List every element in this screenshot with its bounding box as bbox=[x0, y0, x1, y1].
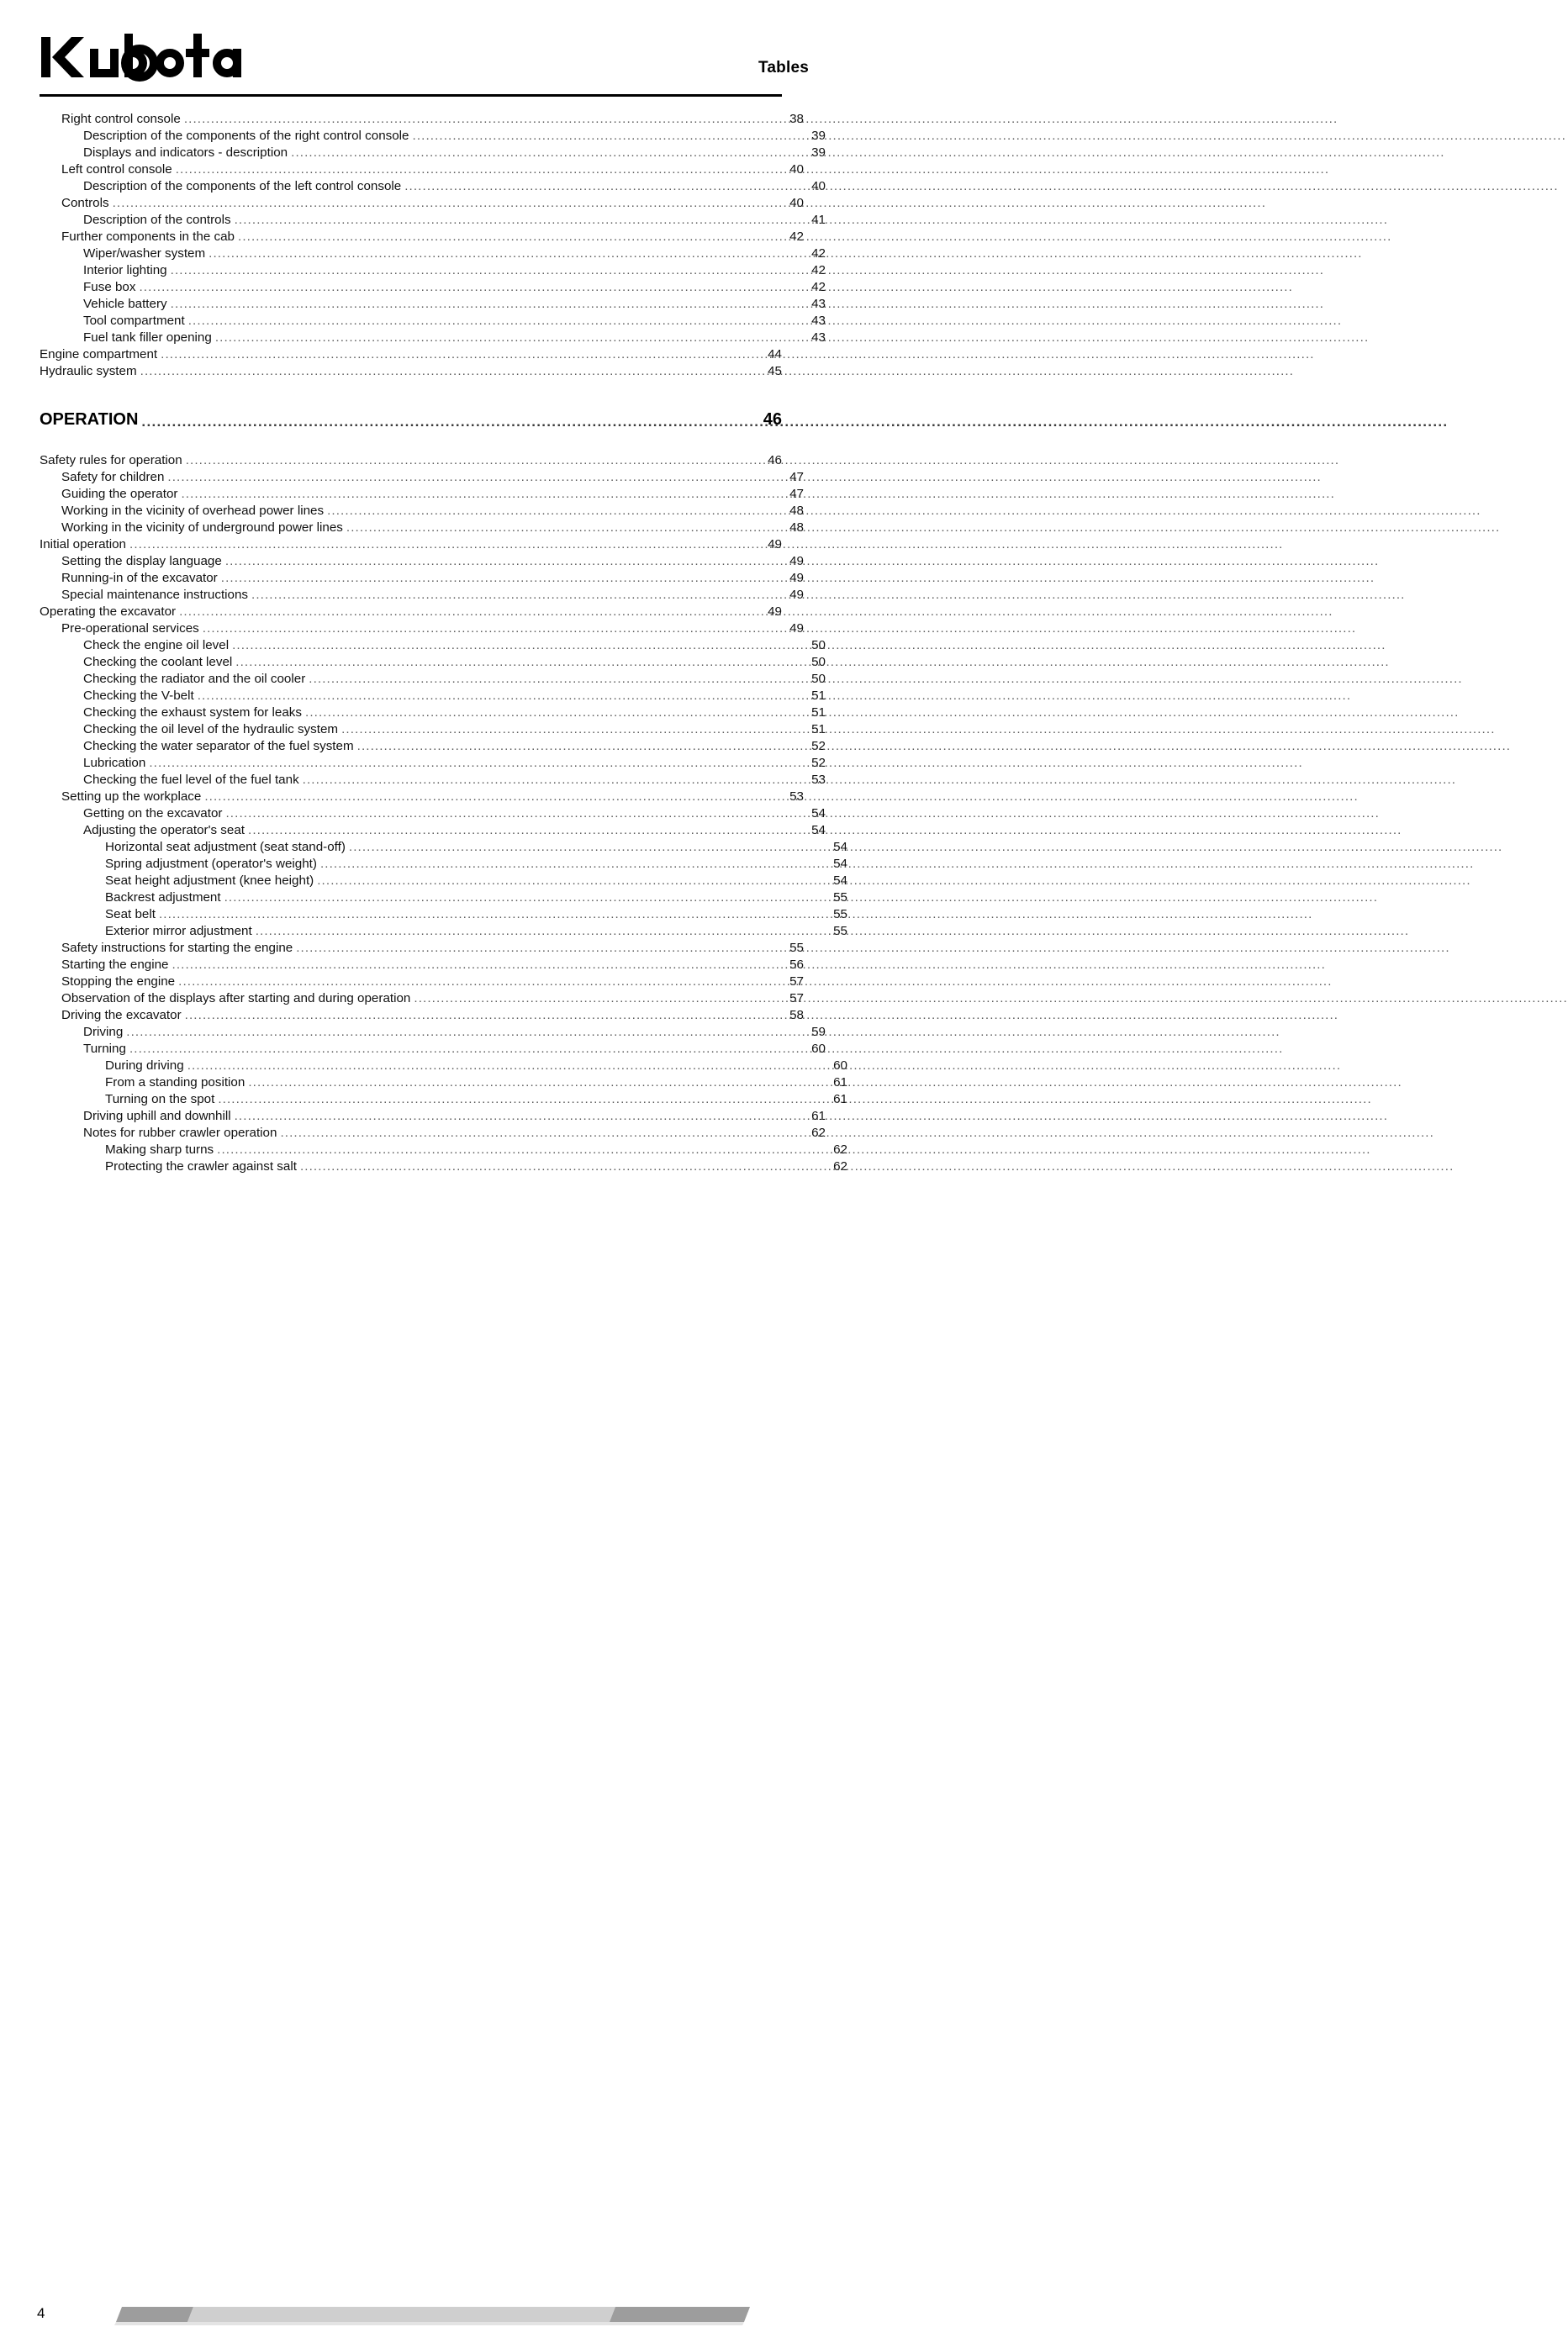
toc-dot-leader bbox=[305, 704, 804, 721]
toc-entry-label: Setting the display language bbox=[61, 554, 222, 568]
toc-entry-label: Exterior mirror adjustment bbox=[105, 924, 252, 938]
toc-entry-label: Seat belt bbox=[105, 907, 156, 921]
toc-dot-leader bbox=[346, 520, 782, 536]
toc-entry-label: Engine compartment bbox=[40, 347, 158, 361]
toc-entry-page-number: 42 bbox=[811, 280, 826, 294]
toc-entry-label: Wiper/washer system bbox=[83, 246, 206, 261]
toc-entry-page-number: 52 bbox=[811, 756, 826, 770]
toc-entry[interactable] bbox=[40, 128, 826, 145]
toc-entry[interactable] bbox=[40, 923, 847, 940]
toc-entry[interactable] bbox=[40, 805, 826, 822]
toc-entry-page-number: 39 bbox=[811, 129, 826, 143]
toc-entry-label: Checking the coolant level bbox=[83, 655, 233, 669]
toc-entry-label: Fuel tank filler opening bbox=[83, 330, 212, 345]
toc-entry[interactable] bbox=[40, 957, 804, 974]
toc-entry-label: From a standing position bbox=[105, 1075, 245, 1090]
toc-entry[interactable] bbox=[40, 1041, 826, 1058]
toc-dot-leader bbox=[113, 195, 782, 212]
toc-entry[interactable] bbox=[40, 363, 782, 380]
toc-dot-leader bbox=[176, 161, 782, 178]
toc-entry[interactable] bbox=[40, 1125, 826, 1142]
header-title: Tables bbox=[758, 59, 809, 77]
toc-dot-leader bbox=[149, 755, 804, 772]
toc-entry-page-number: 61 bbox=[833, 1075, 847, 1090]
toc-dot-leader bbox=[309, 671, 804, 688]
toc-dot-leader bbox=[225, 553, 782, 570]
toc-entry-label: Driving uphill and downhill bbox=[83, 1109, 231, 1123]
toc-entry-page-number: 62 bbox=[811, 1126, 826, 1140]
toc-entry[interactable] bbox=[40, 873, 847, 889]
toc-entry[interactable] bbox=[40, 570, 804, 587]
toc-entry-page-number: 45 bbox=[768, 364, 782, 378]
toc-entry-label: Making sharp turns bbox=[105, 1142, 214, 1157]
toc-entry-label: Special maintenance instructions bbox=[61, 588, 249, 602]
toc-dot-leader bbox=[256, 923, 826, 940]
toc-entry-page-number: 56 bbox=[789, 958, 804, 972]
toc-spacer bbox=[40, 430, 782, 452]
toc-dot-leader bbox=[235, 212, 804, 229]
toc-entry[interactable] bbox=[40, 229, 804, 245]
toc-spacer bbox=[40, 380, 782, 409]
toc-entry[interactable] bbox=[40, 1007, 804, 1024]
toc-dot-leader bbox=[218, 1091, 826, 1108]
toc-entry[interactable] bbox=[40, 145, 826, 161]
toc-dot-leader bbox=[159, 906, 826, 923]
toc-dot-leader bbox=[129, 536, 760, 553]
toc-entry-page-number: 60 bbox=[833, 1058, 847, 1073]
toc-entry-page-number: 48 bbox=[789, 504, 804, 518]
toc-entry-page-number: 60 bbox=[811, 1042, 826, 1056]
toc-entry-label: Controls bbox=[61, 196, 109, 210]
toc-entry-label: Guiding the operator bbox=[61, 487, 178, 501]
toc-entry[interactable] bbox=[40, 346, 782, 363]
toc-entry-label: Turning on the spot bbox=[105, 1092, 215, 1106]
toc-entry[interactable] bbox=[40, 111, 804, 128]
toc-dot-leader bbox=[203, 620, 782, 637]
toc-dot-leader bbox=[341, 721, 804, 738]
toc-entry[interactable] bbox=[40, 1108, 826, 1125]
toc-dot-leader bbox=[139, 279, 804, 296]
toc-entry-page-number: 42 bbox=[811, 246, 826, 261]
toc-entry-label: Starting the engine bbox=[61, 958, 169, 972]
toc-entry-label: Turning bbox=[83, 1042, 126, 1056]
toc-entry-label: Tool compartment bbox=[83, 314, 185, 328]
toc-dot-leader bbox=[296, 940, 782, 957]
toc-entry-label: Right control console bbox=[61, 112, 181, 126]
toc-entry[interactable] bbox=[40, 1091, 847, 1108]
toc-entry[interactable] bbox=[40, 212, 826, 229]
toc-entry-label: Driving the excavator bbox=[61, 1008, 182, 1022]
toc-dot-leader bbox=[280, 1125, 804, 1142]
kubota-logo bbox=[40, 32, 250, 82]
page-number: 4 bbox=[37, 2305, 45, 2321]
footer-decorative-bar bbox=[109, 2302, 757, 2327]
toc-dot-leader bbox=[327, 503, 782, 520]
toc-entry[interactable] bbox=[40, 469, 804, 486]
toc-entry-label: Lubrication bbox=[83, 756, 146, 770]
toc-entry-page-number: 42 bbox=[811, 263, 826, 277]
toc-entry-page-number: 43 bbox=[811, 330, 826, 345]
toc-entry-label: Setting up the workplace bbox=[61, 789, 202, 804]
toc-entry-label: Displays and indicators - description bbox=[83, 145, 288, 160]
toc-entry-label: Description of the controls bbox=[83, 213, 231, 227]
toc-dot-leader bbox=[209, 245, 804, 262]
toc-entry-page-number: 40 bbox=[811, 179, 826, 193]
toc-entry[interactable] bbox=[40, 245, 826, 262]
toc-entry-label: During driving bbox=[105, 1058, 184, 1073]
toc-entry[interactable] bbox=[40, 587, 804, 604]
toc-entry[interactable] bbox=[40, 822, 826, 839]
toc-entry-page-number: 54 bbox=[811, 823, 826, 837]
toc-entry-page-number: 53 bbox=[811, 773, 826, 787]
toc-entry-label: Left control console bbox=[61, 162, 172, 177]
toc-entry-label: Observation of the displays after starting and during operation bbox=[61, 991, 411, 1005]
toc-entry[interactable] bbox=[40, 620, 804, 637]
toc-entry-label: OPERATION bbox=[40, 410, 139, 429]
toc-entry[interactable] bbox=[40, 330, 826, 346]
toc-entry[interactable] bbox=[40, 654, 826, 671]
toc-entry-page-number: 55 bbox=[833, 907, 847, 921]
toc-dot-leader bbox=[187, 1058, 826, 1074]
toc-dot-leader bbox=[238, 229, 782, 245]
toc-entry[interactable] bbox=[40, 161, 804, 178]
toc-dot-leader bbox=[320, 856, 826, 873]
toc-entry[interactable] bbox=[40, 906, 847, 923]
toc-entry[interactable] bbox=[40, 536, 782, 553]
page-header bbox=[0, 0, 861, 99]
toc-entry-page-number: 54 bbox=[833, 857, 847, 871]
toc-entry-page-number: 61 bbox=[811, 1109, 826, 1123]
toc-entry-label: Backrest adjustment bbox=[105, 890, 221, 905]
toc-entry-page-number: 51 bbox=[811, 689, 826, 703]
toc-entry[interactable] bbox=[40, 856, 847, 873]
toc-entry-page-number: 54 bbox=[811, 806, 826, 821]
toc-entry[interactable] bbox=[40, 279, 826, 296]
toc-entry-label: Safety instructions for starting the engine bbox=[61, 941, 293, 955]
toc-entry-label: Protecting the crawler against salt bbox=[105, 1159, 297, 1174]
toc-entry-label: Checking the fuel level of the fuel tank bbox=[83, 773, 299, 787]
toc-entry[interactable] bbox=[40, 296, 826, 313]
toc-entry-page-number: 44 bbox=[768, 347, 782, 361]
toc-entry-label: Seat height adjustment (knee height) bbox=[105, 873, 314, 888]
toc-entry[interactable] bbox=[40, 772, 826, 789]
toc-entry-page-number: 62 bbox=[833, 1142, 847, 1157]
toc-entry-page-number: 55 bbox=[833, 890, 847, 905]
toc-dot-leader bbox=[141, 409, 757, 430]
toc-entry-page-number: 43 bbox=[811, 314, 826, 328]
toc-dot-leader bbox=[215, 330, 804, 346]
toc-entry-page-number: 49 bbox=[768, 604, 782, 619]
toc-entry[interactable] bbox=[40, 1024, 826, 1041]
toc-dot-leader bbox=[224, 889, 826, 906]
toc-entry-label: Working in the vicinity of overhead power lines bbox=[61, 504, 325, 518]
toc-dot-leader bbox=[171, 262, 804, 279]
toc-entry-page-number: 49 bbox=[789, 554, 804, 568]
toc-entry-label: Checking the radiator and the oil cooler bbox=[83, 672, 306, 686]
toc-dot-leader bbox=[232, 637, 804, 654]
toc-entry-page-number: 55 bbox=[833, 924, 847, 938]
toc-entry[interactable] bbox=[40, 503, 804, 520]
toc-entry-page-number: 62 bbox=[833, 1159, 847, 1174]
toc-entry-page-number: 46 bbox=[763, 410, 782, 429]
toc-dot-leader bbox=[413, 128, 805, 145]
toc-dot-leader bbox=[167, 469, 782, 486]
toc-entry[interactable] bbox=[40, 1074, 847, 1091]
toc-dot-leader bbox=[357, 738, 804, 755]
toc-entry-page-number: 57 bbox=[789, 974, 804, 989]
toc-entry-page-number: 52 bbox=[811, 739, 826, 753]
toc-dot-leader bbox=[185, 1007, 782, 1024]
toc-entry-label: Description of the components of the right control console bbox=[83, 129, 409, 143]
toc-entry-page-number: 47 bbox=[789, 487, 804, 501]
toc-entry-label: Further components in the cab bbox=[61, 230, 235, 244]
toc-entry[interactable] bbox=[40, 704, 826, 721]
toc-entry-page-number: 50 bbox=[811, 638, 826, 652]
toc-entry-page-number: 58 bbox=[789, 1008, 804, 1022]
toc-entry-label: Getting on the excavator bbox=[83, 806, 223, 821]
toc-entry-page-number: 49 bbox=[789, 621, 804, 636]
toc-entry-page-number: 48 bbox=[789, 520, 804, 535]
toc-entry-page-number: 49 bbox=[789, 588, 804, 602]
toc-entry-label: Driving bbox=[83, 1025, 124, 1039]
toc-entry[interactable] bbox=[40, 604, 782, 620]
toc-entry[interactable] bbox=[40, 839, 847, 856]
toc-entry-page-number: 53 bbox=[789, 789, 804, 804]
toc-entry-label: Operating the excavator bbox=[40, 604, 177, 619]
toc-entry-page-number: 51 bbox=[811, 722, 826, 736]
toc-entry-label: Spring adjustment (operator's weight) bbox=[105, 857, 317, 871]
toc-dot-leader bbox=[303, 772, 804, 789]
toc-entry[interactable] bbox=[40, 262, 826, 279]
toc-entry[interactable] bbox=[40, 889, 847, 906]
toc-entry[interactable] bbox=[40, 738, 826, 755]
toc-entry[interactable] bbox=[40, 637, 826, 654]
toc-entry-label: Check the engine oil level bbox=[83, 638, 230, 652]
toc-entry-page-number: 40 bbox=[789, 196, 804, 210]
toc-entry-label: Adjusting the operator's seat bbox=[83, 823, 245, 837]
toc-dot-leader bbox=[184, 111, 782, 128]
toc-dot-leader bbox=[186, 452, 760, 469]
toc-entry-label: Checking the exhaust system for leaks bbox=[83, 705, 302, 720]
toc-dot-leader bbox=[204, 789, 782, 805]
toc-dot-leader bbox=[235, 1108, 804, 1125]
toc-entry-label: Working in the vicinity of underground power lines bbox=[61, 520, 343, 535]
toc-entry-label: Pre-operational services bbox=[61, 621, 199, 636]
toc-dot-leader bbox=[126, 1024, 804, 1041]
toc-entry-label: Stopping the engine bbox=[61, 974, 176, 989]
page-footer bbox=[0, 1142, 861, 2321]
toc-dot-leader bbox=[179, 604, 760, 620]
toc-entry[interactable] bbox=[40, 486, 804, 503]
toc-dot-leader bbox=[291, 145, 804, 161]
toc-entry-label: Interior lighting bbox=[83, 263, 167, 277]
toc-entry-page-number: 39 bbox=[811, 145, 826, 160]
toc-dot-leader bbox=[349, 839, 826, 856]
toc-entry-label: Initial operation bbox=[40, 537, 127, 551]
toc-dot-leader bbox=[140, 363, 760, 380]
toc-entry-page-number: 57 bbox=[789, 991, 804, 1005]
toc-entry[interactable] bbox=[40, 1058, 847, 1074]
toc-entry[interactable] bbox=[40, 520, 804, 536]
toc-entry-page-number: 59 bbox=[811, 1025, 826, 1039]
toc-entry-label: Hydraulic system bbox=[40, 364, 137, 378]
toc-entry-page-number: 61 bbox=[833, 1092, 847, 1106]
toc-dot-leader bbox=[161, 346, 760, 363]
toc-entry-page-number: 54 bbox=[833, 840, 847, 854]
toc-dot-leader bbox=[172, 957, 783, 974]
toc-entry[interactable] bbox=[40, 671, 826, 688]
toc-entry[interactable] bbox=[40, 990, 804, 1007]
toc-entry-page-number: 41 bbox=[811, 213, 826, 227]
toc-dot-leader bbox=[178, 974, 782, 990]
toc-dot-leader bbox=[251, 587, 782, 604]
toc-entry-label: Checking the oil level of the hydraulic system bbox=[83, 722, 339, 736]
toc-dot-leader bbox=[221, 570, 782, 587]
toc-entry-page-number: 43 bbox=[811, 297, 826, 311]
toc-section-heading[interactable] bbox=[40, 409, 782, 430]
toc-entry-page-number: 50 bbox=[811, 655, 826, 669]
toc-entry[interactable] bbox=[40, 789, 804, 805]
toc-entry[interactable] bbox=[40, 688, 826, 704]
toc-entry-label: Description of the components of the left control console bbox=[83, 179, 402, 193]
toc-entry-page-number: 40 bbox=[789, 162, 804, 177]
toc-entry-label: Safety for children bbox=[61, 470, 165, 484]
toc-entry-page-number: 51 bbox=[811, 705, 826, 720]
toc-entry[interactable] bbox=[40, 452, 782, 469]
toc-entry-page-number: 50 bbox=[811, 672, 826, 686]
toc-entry-label: Running-in of the excavator bbox=[61, 571, 218, 585]
toc-entry-page-number: 49 bbox=[768, 537, 782, 551]
toc-dot-leader bbox=[188, 313, 804, 330]
toc-entry[interactable] bbox=[40, 974, 804, 990]
toc-entry-page-number: 46 bbox=[768, 453, 782, 467]
toc-dot-leader bbox=[248, 1074, 826, 1091]
toc-dot-leader bbox=[404, 178, 804, 195]
toc-entry[interactable] bbox=[40, 178, 826, 195]
toc-dot-leader bbox=[181, 486, 782, 503]
toc-dot-leader bbox=[235, 654, 804, 671]
toc-entry-page-number: 42 bbox=[789, 230, 804, 244]
toc-dot-leader bbox=[248, 822, 804, 839]
toc-entry-page-number: 49 bbox=[789, 571, 804, 585]
toc-entry-label: Notes for rubber crawler operation bbox=[83, 1126, 277, 1140]
toc-dot-leader bbox=[198, 688, 804, 704]
toc-entry[interactable] bbox=[40, 721, 826, 738]
header-divider bbox=[40, 94, 782, 97]
toc-entry-label: Fuse box bbox=[83, 280, 136, 294]
toc-entry[interactable] bbox=[40, 313, 826, 330]
toc-dot-leader bbox=[317, 873, 826, 889]
toc-entry-page-number: 38 bbox=[789, 112, 804, 126]
toc-dot-leader bbox=[225, 805, 804, 822]
toc-dot-leader bbox=[171, 296, 804, 313]
toc-entry-page-number: 47 bbox=[789, 470, 804, 484]
toc-entry[interactable] bbox=[40, 940, 804, 957]
toc-entry-label: Checking the V-belt bbox=[83, 689, 194, 703]
toc-entry-label: Safety rules for operation bbox=[40, 453, 182, 467]
toc-dot-leader bbox=[129, 1041, 804, 1058]
toc-entry-label: Horizontal seat adjustment (seat stand-off) bbox=[105, 840, 346, 854]
toc-dot-leader bbox=[414, 990, 782, 1007]
toc-entry-page-number: 54 bbox=[833, 873, 847, 888]
toc-entry-label: Vehicle battery bbox=[83, 297, 167, 311]
toc-entry-label: Checking the water separator of the fuel system bbox=[83, 739, 354, 753]
toc-entry[interactable] bbox=[40, 195, 804, 212]
table-of-contents bbox=[40, 111, 847, 1175]
toc-entry[interactable] bbox=[40, 553, 804, 570]
toc-entry[interactable] bbox=[40, 755, 826, 772]
toc-entry-page-number: 55 bbox=[789, 941, 804, 955]
